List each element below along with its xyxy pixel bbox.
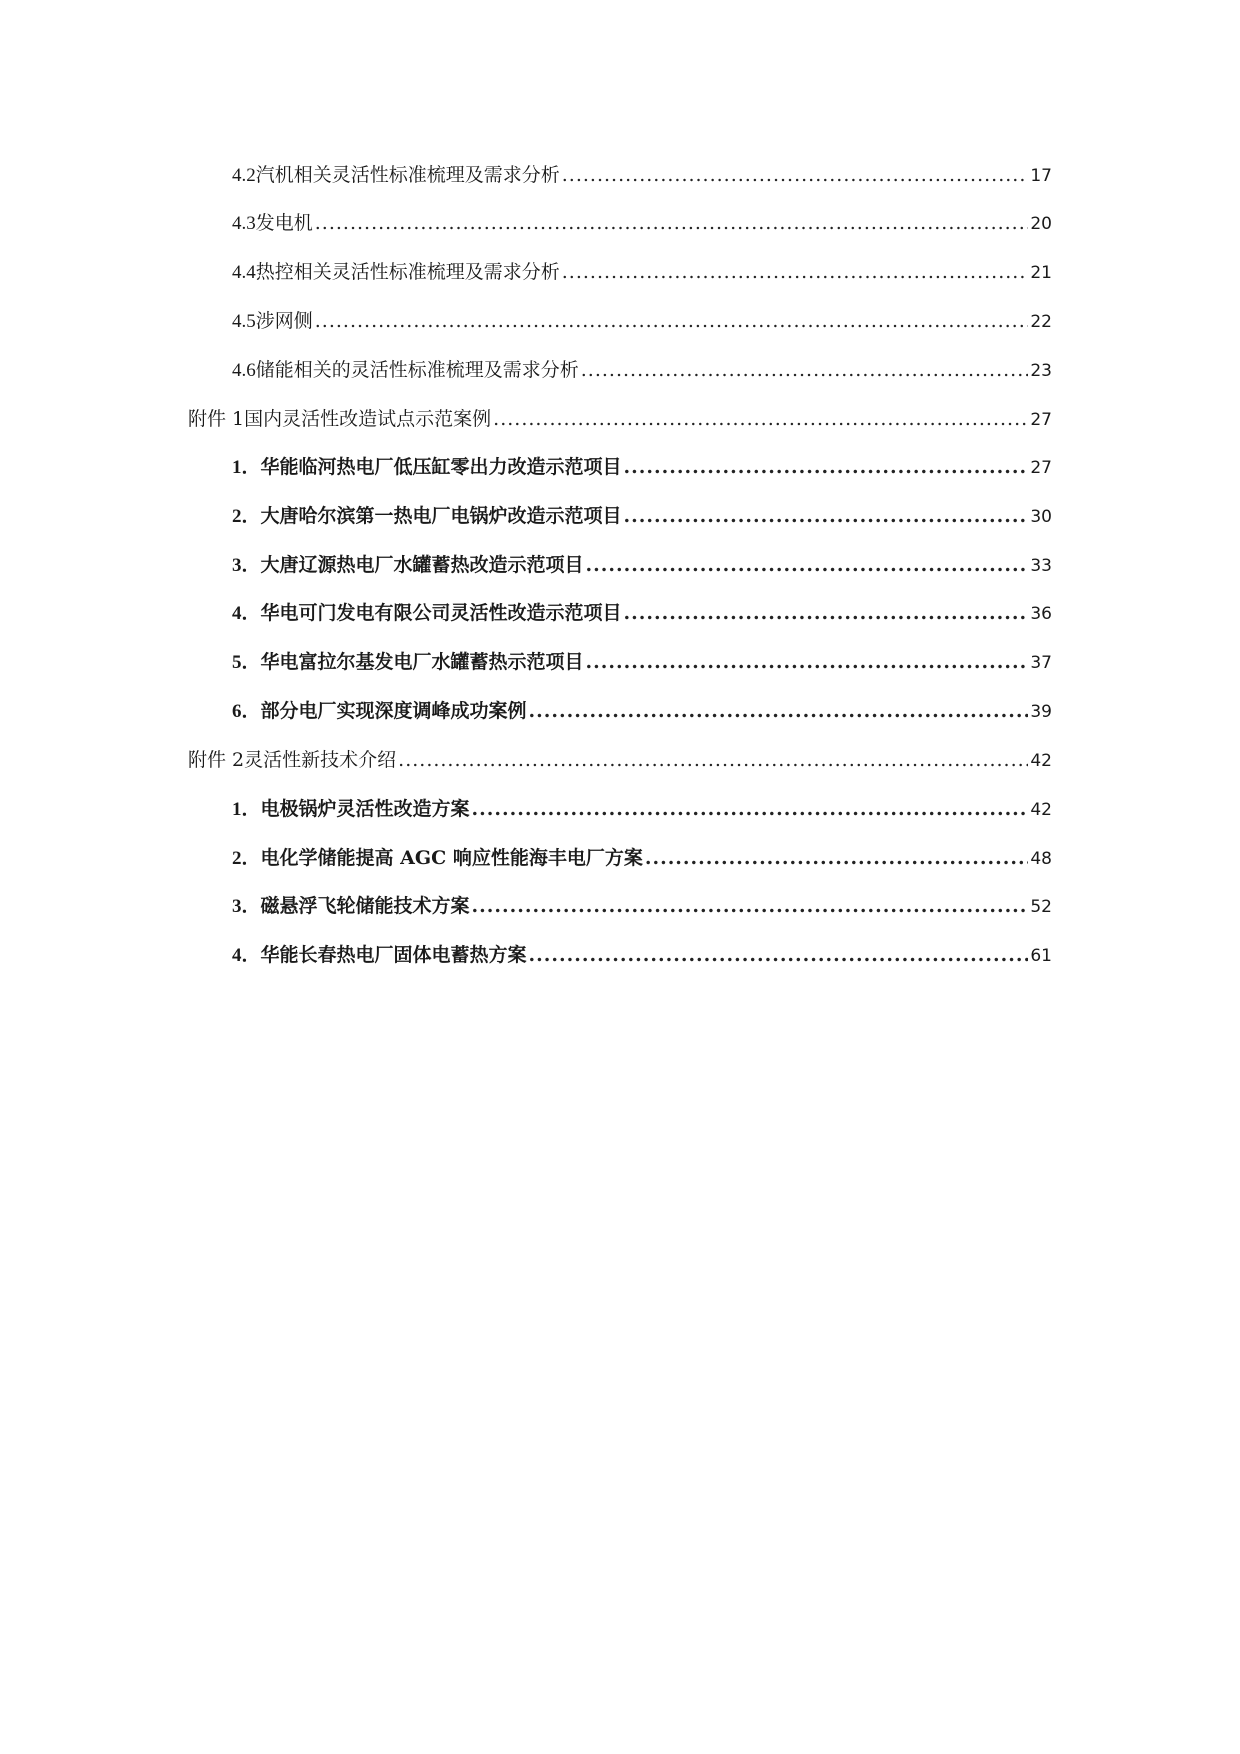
dot-leader [472,891,1029,921]
toc-page-number: 37 [1030,653,1052,673]
toc-page-number: 30 [1030,507,1052,527]
toc-number: 4.3 [232,213,256,234]
toc-page-number: 22 [1030,312,1052,332]
toc-entry-4-2[interactable] [232,160,1052,190]
toc-title: 华电可门发电有限公司灵活性改造示范项目 [260,602,622,624]
dot-leader [472,794,1029,824]
toc-title: 电极锅炉灵活性改造方案 [260,798,470,820]
toc-title: 国内灵活性改造试点示范案例 [244,408,492,430]
toc-number: 4． [232,945,261,966]
toc-page-number: 23 [1030,361,1052,381]
toc-entry-appendix-2-item-3[interactable] [232,891,1052,921]
toc-entry-appendix-2-item-4[interactable] [232,940,1052,970]
dot-leader [586,647,1029,677]
toc-page-number: 42 [1030,751,1052,771]
dot-leader [562,257,1029,287]
dot-leader [624,501,1029,531]
toc-title: 汽机相关灵活性标准梳理及需求分析 [255,164,560,186]
toc-page-number: 39 [1030,702,1052,722]
toc-entry-4-6[interactable] [232,355,1052,385]
toc-title: 大唐辽源热电厂水罐蓄热改造示范项目 [260,554,584,576]
toc-title: 涉网侧 [255,310,313,332]
toc-title: 电化学储能提高 AGC 响应性能海丰电厂方案 [260,847,643,869]
toc-title: 储能相关的灵活性标准梳理及需求分析 [255,359,579,381]
toc-page-number: 27 [1030,410,1052,430]
toc-page-number: 21 [1030,263,1052,283]
toc-title: 发电机 [255,212,313,234]
toc-entry-appendix-2[interactable] [188,745,1052,775]
toc-number: 1． [232,457,261,478]
dot-leader [493,404,1028,434]
toc-entry-appendix-1-item-2[interactable] [232,501,1052,531]
toc-number: 3． [232,896,261,917]
toc-entry-appendix-2-item-1[interactable] [232,794,1052,824]
toc-number: 2． [232,506,261,527]
dot-leader [315,306,1029,336]
toc-title: 部分电厂实现深度调峰成功案例 [260,700,527,722]
toc-title: 灵活性新技术介绍 [244,749,397,771]
toc-page-number: 52 [1030,897,1052,917]
toc-number: 4.2 [232,165,256,186]
toc-title: 磁悬浮飞轮储能技术方案 [260,895,470,917]
toc-title: 大唐哈尔滨第一热电厂电锅炉改造示范项目 [260,505,622,527]
toc-number: 5． [232,652,261,673]
toc-entry-4-3[interactable] [232,208,1052,238]
dot-leader [581,355,1029,385]
toc-page-number: 42 [1030,800,1052,820]
toc-title: 华电富拉尔基发电厂水罐蓄热示范项目 [260,651,584,673]
dot-leader [529,696,1029,726]
toc-page-number: 17 [1030,166,1052,186]
toc-entry-appendix-1-item-5[interactable] [232,647,1052,677]
toc-number: 4.5 [232,311,256,332]
toc-number: 1． [232,799,261,820]
dot-leader [529,940,1029,970]
toc-entry-appendix-1-item-6[interactable] [232,696,1052,726]
toc-page-number: 61 [1030,946,1052,966]
toc-number: 4.4 [232,262,256,283]
toc-entry-appendix-1-item-1[interactable] [232,452,1052,482]
dot-leader [645,843,1029,873]
toc-entry-appendix-1-item-3[interactable] [232,550,1052,580]
toc-title: 华能临河热电厂低压缸零出力改造示范项目 [260,456,622,478]
dot-leader [562,160,1029,190]
toc-entry-appendix-1-item-4[interactable] [232,598,1052,628]
toc-number: 2． [232,848,261,869]
toc-title: 热控相关灵活性标准梳理及需求分析 [255,261,560,283]
toc-entry-4-5[interactable] [232,306,1052,336]
toc-page-number: 27 [1030,458,1052,478]
toc-page-number: 36 [1030,604,1052,624]
toc-number: 3． [232,555,261,576]
dot-leader [624,598,1029,628]
toc-appendix-label: 附件 1 [188,408,245,430]
toc-entry-appendix-2-item-2[interactable] [232,843,1052,873]
toc-appendix-label: 附件 2 [188,749,245,771]
toc-page-number: 20 [1030,214,1052,234]
toc-page-number: 33 [1030,556,1052,576]
toc-entry-appendix-1[interactable] [188,404,1052,434]
dot-leader [315,208,1029,238]
toc-entry-4-4[interactable] [232,257,1052,287]
dot-leader [586,550,1029,580]
dot-leader [398,745,1028,775]
toc-page-number: 48 [1030,849,1052,869]
toc-number: 4.6 [232,360,256,381]
toc-title: 华能长春热电厂固体电蓄热方案 [260,944,527,966]
toc-number: 6． [232,701,261,722]
dot-leader [624,452,1029,482]
toc-number: 4． [232,603,261,624]
